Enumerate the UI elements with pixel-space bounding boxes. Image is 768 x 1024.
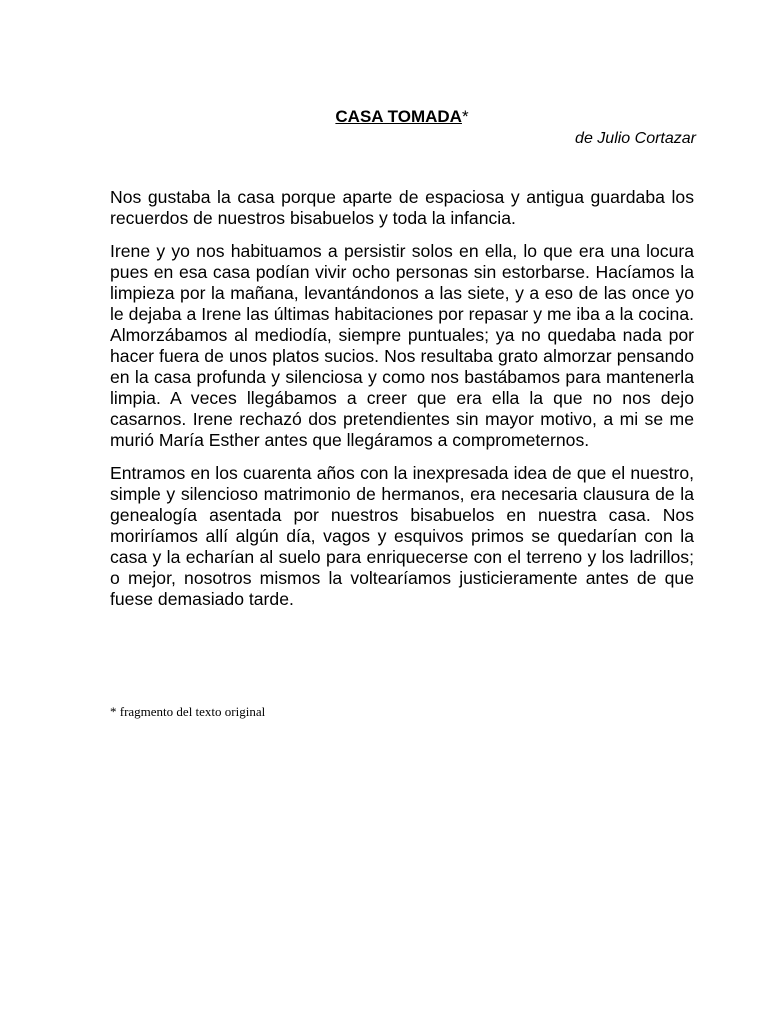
paragraph-1: Nos gustaba la casa porque aparte de espaciosa y antigua guardaba los recuerdos de nuestros bisabuelos y toda la infancia.: [110, 187, 694, 228]
footnote: * fragmento del texto original: [110, 704, 266, 719]
author-byline: de Julio Cortazar: [575, 130, 696, 147]
title-line: [110, 106, 694, 128]
document-title: CASA TOMADA: [335, 107, 462, 126]
title-footnote-mark: *: [461, 107, 469, 126]
body-text: [110, 187, 694, 622]
paragraph-3: Entramos en los cuarenta años con la inexpresada idea de que el nuestro, simple y silencioso matrimonio de hermanos, era necesaria clausura de la genealogía asentada por nuestros bisabuelos en nuestra casa. Nos moriríamos allí algún día, vagos y esquivos primos se quedarían con la casa y la echarían al suelo para enriquecerse con el terreno y los ladrillos; o mejor, nosotros mismos la voltearíamos justicieramente antes de que fuese demasiado tarde.: [110, 463, 694, 609]
paragraph-2: Irene y yo nos habituamos a persistir solos en ella, lo que era una locura pues en esa casa podían vivir ocho personas sin estorbarse. Hacíamos la limpieza por la mañana, levantándonos a las siete, y a eso de las once yo le dejaba a Irene las últimas habitaciones por repasar y me iba a la cocina. Almorzábamos al mediodía, siempre puntuales; ya no quedaba nada por hacer fuera de unos platos sucios. Nos resultaba grato almorzar pensando en la casa profunda y silenciosa y como nos bastábamos para mantenerla limpia. A veces llegábamos a creer que era ella la que no nos dejo casarnos. Irene rechazó dos pretendientes sin mayor motivo, a mi se me murió María Esther antes que llegáramos a comprometernos.: [110, 241, 694, 450]
